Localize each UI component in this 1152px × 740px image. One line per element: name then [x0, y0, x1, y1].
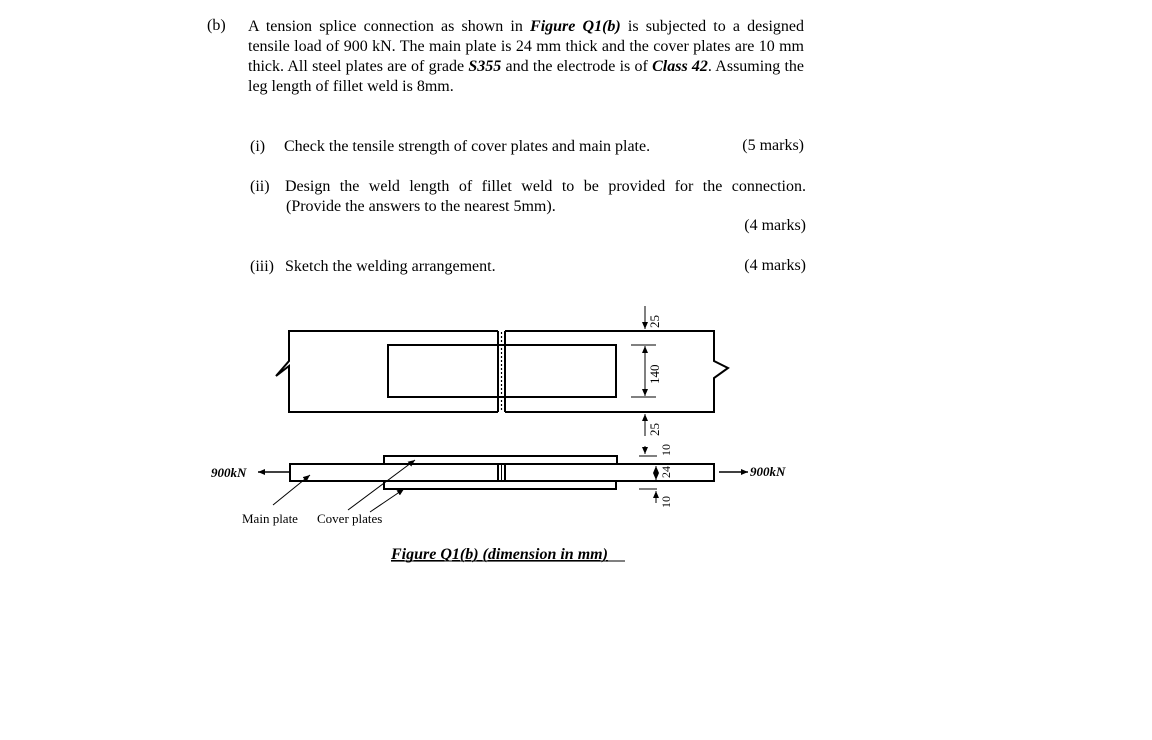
part-ii-text-2: (Provide the answers to the nearest 5mm). — [286, 198, 556, 215]
electrode-class: Class 42 — [652, 58, 708, 75]
part-iii-marks: (4 marks) — [744, 257, 806, 274]
dim-width: 140 — [647, 364, 662, 384]
dim-cover-top: 10 — [659, 444, 673, 456]
cover-plates-label: Cover plates — [317, 511, 383, 526]
dim-cover-bottom: 10 — [659, 496, 673, 508]
part-ii-text: Design the weld length of fillet weld to be provided for the connection. — [285, 178, 806, 195]
main-plate-label: Main plate — [242, 511, 298, 526]
dim-bottom-edge: 25 — [647, 423, 662, 436]
figure-caption: Figure Q1(b) (dimension in mm) — [391, 546, 608, 563]
elevation-left-main — [290, 464, 498, 481]
steel-grade: S355 — [468, 58, 502, 75]
part-ii-number: (ii) — [250, 178, 270, 195]
part-iii-text: Sketch the welding arrangement. — [285, 258, 496, 275]
part-i-number: (i) — [250, 138, 266, 155]
question-text-3: and the electrode is of — [501, 58, 653, 75]
load-left: 900kN — [211, 465, 247, 480]
part-i-text: Check the tensile strength of cover plates and main plate. — [284, 138, 651, 155]
question-label: (b) — [207, 17, 226, 34]
question-text-4: . Assuming the leg length of fillet weld is 8mm. — [248, 58, 804, 95]
elevation-right-main — [505, 464, 714, 481]
part-ii-marks: (4 marks) — [744, 217, 806, 234]
question-text-1: A tension splice connection as shown in — [248, 18, 531, 35]
elevation-bottom-cover — [384, 481, 616, 489]
part-i-marks: (5 marks) — [742, 137, 804, 154]
figure-reference: Figure Q1(b) — [530, 18, 621, 35]
question-text-2: is subjected to a designed tensile load of 900 kN. The main plate is 24 mm thick and the cover plates are 10 mm thick. All steel plates are of grade — [248, 18, 805, 75]
dim-main: 24 — [659, 466, 673, 478]
dim-top-edge: 25 — [647, 315, 662, 328]
load-right: 900kN — [750, 464, 786, 479]
part-iii-number: (iii) — [250, 258, 274, 275]
elevation-top-cover — [384, 456, 617, 464]
